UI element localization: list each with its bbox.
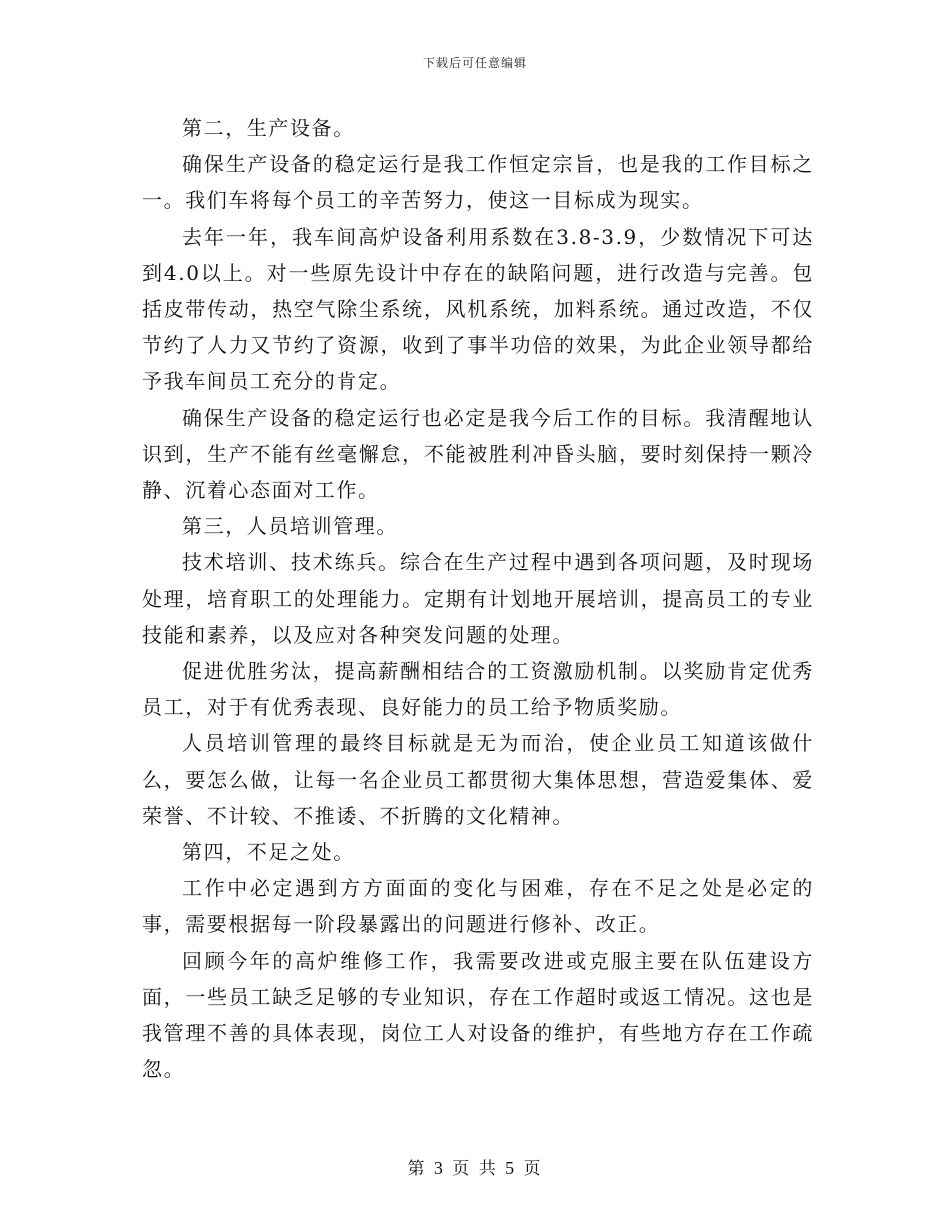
document-body <box>142 110 814 1087</box>
paragraph: 确保生产设备的稳定运行是我工作恒定宗旨，也是我的工作目标之一。我们车将每个员工的辛苦努力，使这一目标成为现实。 <box>142 152 814 213</box>
footer-prefix: 第 <box>407 1159 427 1179</box>
paragraph: 促进优胜劣汰，提高薪酬相结合的工资激励机制。以奖励肯定优秀员工，对于有优秀表现、良好能力的员工给予物质奖励。 <box>142 659 814 720</box>
paragraph: 工作中必定遇到方方面面的变化与困难，存在不足之处是必定的事，需要根据每一阶段暴露出的问题进行修补、改正。 <box>142 876 814 937</box>
paragraph: 去年一年，我车间高炉设备利用系数在3.8-3.9，少数情况下可达到4.0以上。对一些原先设计中存在的缺陷问题，进行改造与完善。包括皮带传动，热空气除尘系统，风机系统，加料系统。通过改造，不仅节约了人力又节约了资源，收到了事半功倍的效果，为此企业领导都给予我车间员工充分的肯定。 <box>142 224 814 394</box>
total-pages-number: 5 <box>505 1158 517 1178</box>
current-page-number: 3 <box>433 1158 445 1178</box>
header-note: 下载后可任意编辑 <box>422 56 527 70</box>
paragraph: 人员培训管理的最终目标就是无为而治，使企业员工知道该做什么，要怎么做，让每一名企业员工都贯彻大集体思想，营造爱集体、爱荣誉、不计较、不推诿、不折腾的文化精神。 <box>142 731 814 828</box>
paragraph-heading-equipment: 第二，生产设备。 <box>182 116 355 140</box>
paragraph: 确保生产设备的稳定运行也必定是我今后工作的目标。我清醒地认识到，生产不能有丝毫懈怠，不能被胜利冲昏头脑，要时刻保持一颗冷静、沉着心态面对工作。 <box>142 405 814 503</box>
paragraph-heading-training: 第三，人员培训管理。 <box>182 514 398 539</box>
footer-middle: 页 共 <box>452 1159 498 1179</box>
paragraph: 技术培训、技术练兵。综合在生产过程中遇到各项问题，及时现场处理，培育职工的处理能力。定期有计划地开展培训，提高员工的专业技能和素养，以及应对各种突发问题的处理。 <box>142 550 814 647</box>
paragraph: 回顾今年的高炉维修工作，我需要改进或克服主要在队伍建设方面，一些员工缺乏足够的专业知识，存在工作超时或返工情况。这也是我管理不善的具体表现，岗位工人对设备的维护，有些地方存在工作疏忽。 <box>142 948 814 1082</box>
footer-suffix: 页 <box>523 1159 543 1179</box>
paragraph-heading-shortcomings: 第四，不足之处。 <box>182 840 355 865</box>
page-footer <box>0 1154 950 1179</box>
